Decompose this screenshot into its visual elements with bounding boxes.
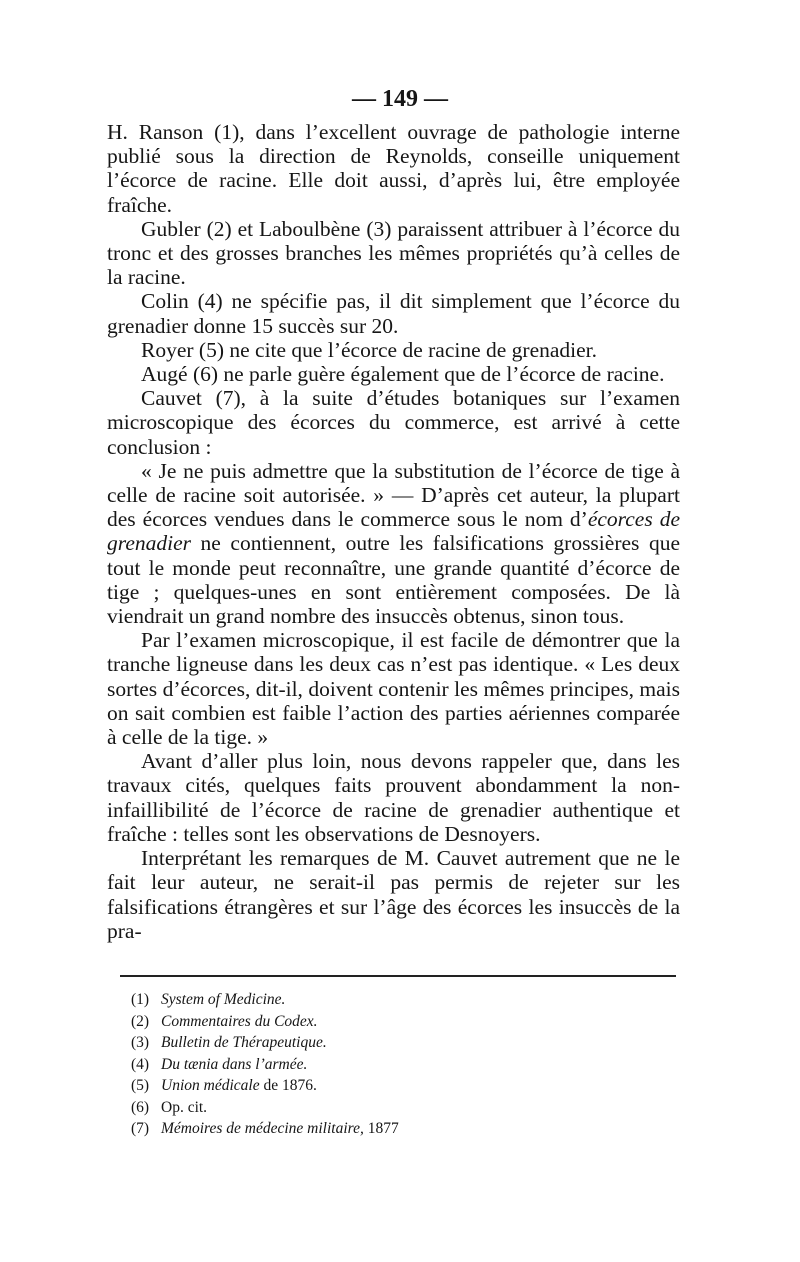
footnote-7	[131, 1118, 671, 1140]
footnote-number: (3)	[131, 1034, 150, 1051]
paragraph-interpretant: Interprétant les remarques de M. Cauvet autrement que ne le fait leur auteur, ne serait-il pas permis de rejeter sur les falsifications étrangères et sur l’âge des écorces les insuccès de la pra-	[107, 846, 680, 943]
quote-text-before: « Je ne puis admettre que la substitution de l’écorce de tige à celle de racine soit autorisée. » — D’après cet auteur, la plupart des écorces vendues dans le commerce sous le nom d’	[107, 458, 680, 532]
footnote-2	[131, 1011, 671, 1033]
footnote-divider	[120, 975, 676, 977]
paragraph-avant: Avant d’aller plus loin, nous devons rappeler que, dans les travaux cités, quelques faits prouvent abondamment la non-infaillibilité de l’écorce de racine de grenadier authentique et fraîche : telles sont les observations de Desnoyers.	[107, 749, 680, 846]
footnote-number: (7)	[131, 1120, 150, 1137]
footnote-title: Bulletin de Thérapeutique.	[161, 1034, 327, 1051]
footnote-3	[131, 1032, 671, 1054]
footnote-title: System of Medicine.	[161, 991, 286, 1008]
paragraph-ranson: H. Ranson (1), dans l’excellent ouvrage de pathologie interne publié sous la direction de Reynolds, conseille uniquement l’écorce de racine. Elle doit aussi, d’après lui, être employée fraîche.	[107, 120, 680, 217]
quote-text-after: ne contiennent, outre les falsifications grossières que tout le monde peut reconnaître, une grande quantité d’écorce de tige ; quelques-unes en sont entièrement composées. De là viendrait un grand nombre des insuccès obtenus, sinon tous.	[107, 531, 680, 629]
paragraph-microscopic: Par l’examen microscopique, il est facile de démontrer que la tranche ligneuse dans les deux cas n’est pas identique. « Les deux sortes d’écorces, dit-il, doivent contenir les mêmes principes, mais on sait combien est faible l’action des parties aériennes comparée à celle de la tige. »	[107, 628, 680, 750]
footnote-suffix: Op. cit.	[161, 1098, 208, 1116]
paragraph-quote	[107, 459, 680, 628]
footnote-title: Union médicale	[161, 1077, 260, 1094]
footnote-number: (4)	[131, 1055, 150, 1073]
footnote-number: (5)	[131, 1077, 150, 1094]
footnote-1	[131, 989, 671, 1011]
footnote-suffix: de 1876.	[259, 1077, 317, 1094]
footnote-suffix: 1877	[363, 1120, 399, 1137]
body-text	[107, 120, 680, 943]
footnote-4	[131, 1054, 671, 1076]
footnote-number: (6)	[131, 1098, 150, 1116]
footnote-title: Du tænia dans l’armée.	[161, 1055, 308, 1073]
paragraph-colin: Colin (4) ne spécifie pas, il dit simplement que l’écorce du grenadier donne 15 succès sur 20.	[107, 289, 680, 338]
footnote-number: (2)	[131, 1012, 150, 1030]
footnotes	[131, 989, 671, 1140]
paragraph-auge: Augé (6) ne parle guère également que de l’écorce de racine.	[141, 362, 665, 387]
paragraph-gubler: Gubler (2) et Laboulbène (3) paraissent attribuer à l’écorce du tronc et des grosses branches les mêmes propriétés qu’à celles de la racine.	[107, 216, 680, 290]
footnote-title: Commentaires du Codex.	[161, 1012, 318, 1030]
paragraph-cauvet: Cauvet (7), à la suite d’études botaniques sur l’examen microscopique des écorces du commerce, est arrivé à cette conclusion :	[107, 386, 680, 459]
paragraph-royer: Royer (5) ne cite que l’écorce de racine de grenadier.	[141, 337, 598, 362]
footnote-title: Mémoires de médecine militaire,	[161, 1120, 364, 1137]
page-number: — 149 —	[352, 86, 448, 112]
footnote-5	[131, 1075, 671, 1097]
footnote-number: (1)	[131, 991, 150, 1008]
quote-text-italic: écorces de grenadier	[107, 507, 680, 556]
footnote-6	[131, 1097, 671, 1119]
